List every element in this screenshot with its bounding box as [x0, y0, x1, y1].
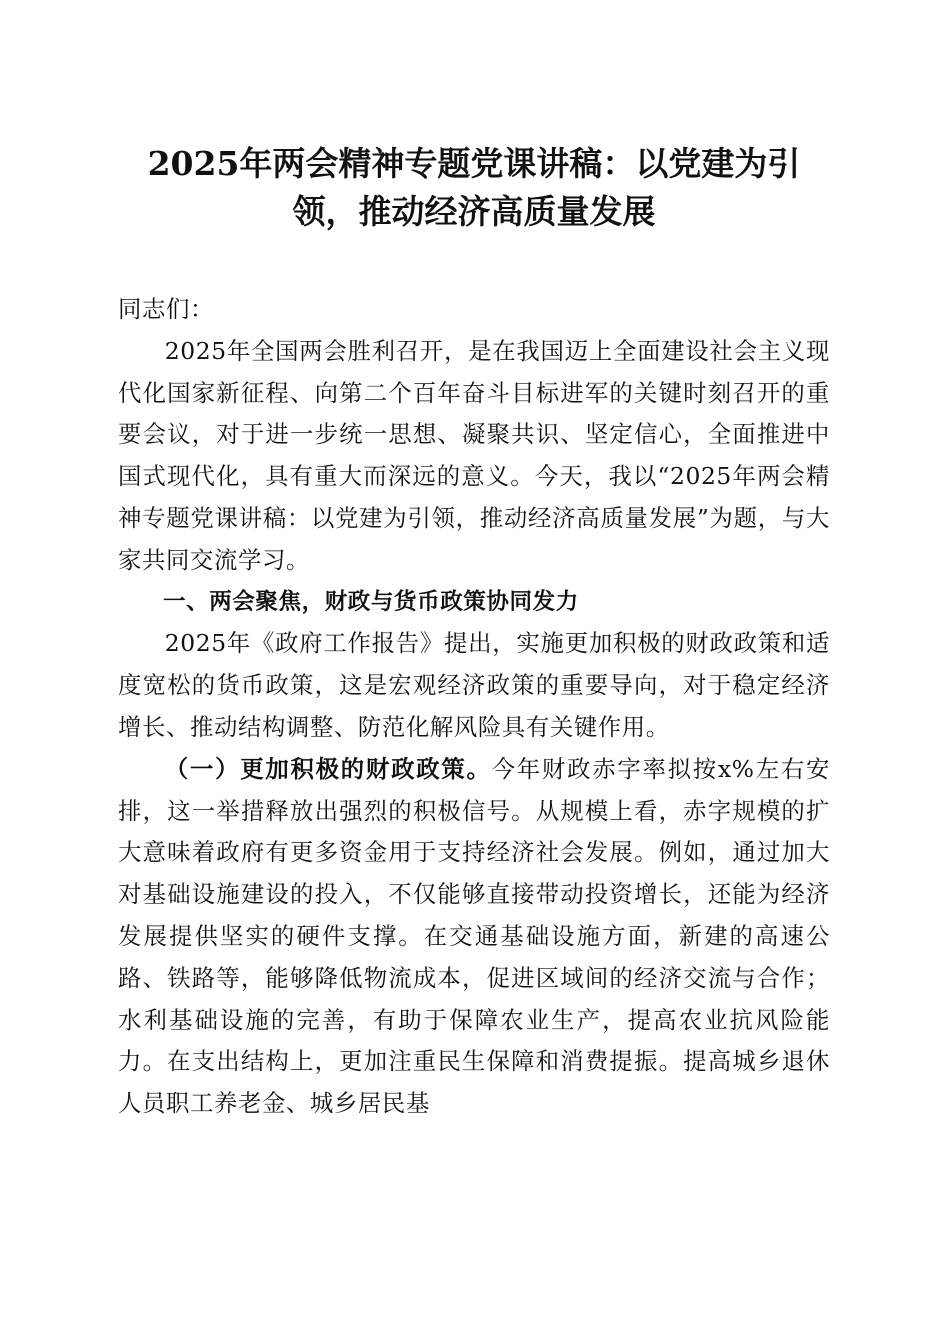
- section-1-heading: 一、两会聚焦，财政与货币政策协同发力: [163, 588, 579, 615]
- subsection-1-heading: （一）更加积极的财政政策。: [164, 754, 492, 783]
- section-1-intro-paragraph: 2025年《政府工作报告》提出，实施更加积极的财政政策和适度宽松的货币政策，这是宏观经济政策的重要导向，对于稳定经济增长、推动结构调整、防范化解风险具有关键作用。: [118, 629, 830, 741]
- subsection-1-paragraph: [118, 749, 830, 1125]
- document-title: [118, 140, 830, 236]
- intro-paragraph: 2025年全国两会胜利召开，是在我国迈上全面建设社会主义现代化国家新征程、向第二个百年奋斗目标进军的关键时刻召开的重要会议，对于进一步统一思想、凝聚共识、坚定信心，全面推进中国式现代化，具有重大而深远的意义。今天，我以“2025年两会精神专题党课讲稿：以党建为引领，推动经济高质量发展”为题，与大家共同交流学习。: [118, 336, 830, 574]
- document-page: [118, 140, 830, 1125]
- document-body: [118, 289, 830, 1125]
- title-line-1: 2025年两会精神专题党课讲稿：以党建为引: [147, 144, 801, 183]
- subsection-1-text: 今年财政赤字率拟按x%左右安排，这一举措释放出强烈的积极信号。从规模上看，赤字规模的扩大意味着政府有更多资金用于支持经济社会发展。例如，通过加大对基础设施建设的投入，不仅能够直接带动投资增长，还能为经济发展提供坚实的硬件支撑。在交通基础设施方面，新建的高速公路、铁路等，能够降低物流成本，促进区域间的经济交流与合作；水利基础设施的完善，有助于保障农业生产，提高农业抗风险能力。在支出结构上，更加注重民生保障和消费提振。提高城乡退休人员职工养老金、城乡居民基: [118, 754, 830, 1118]
- title-line-2: 领，推动经济高质量发展: [292, 192, 656, 231]
- salutation: 同志们：: [118, 295, 214, 323]
